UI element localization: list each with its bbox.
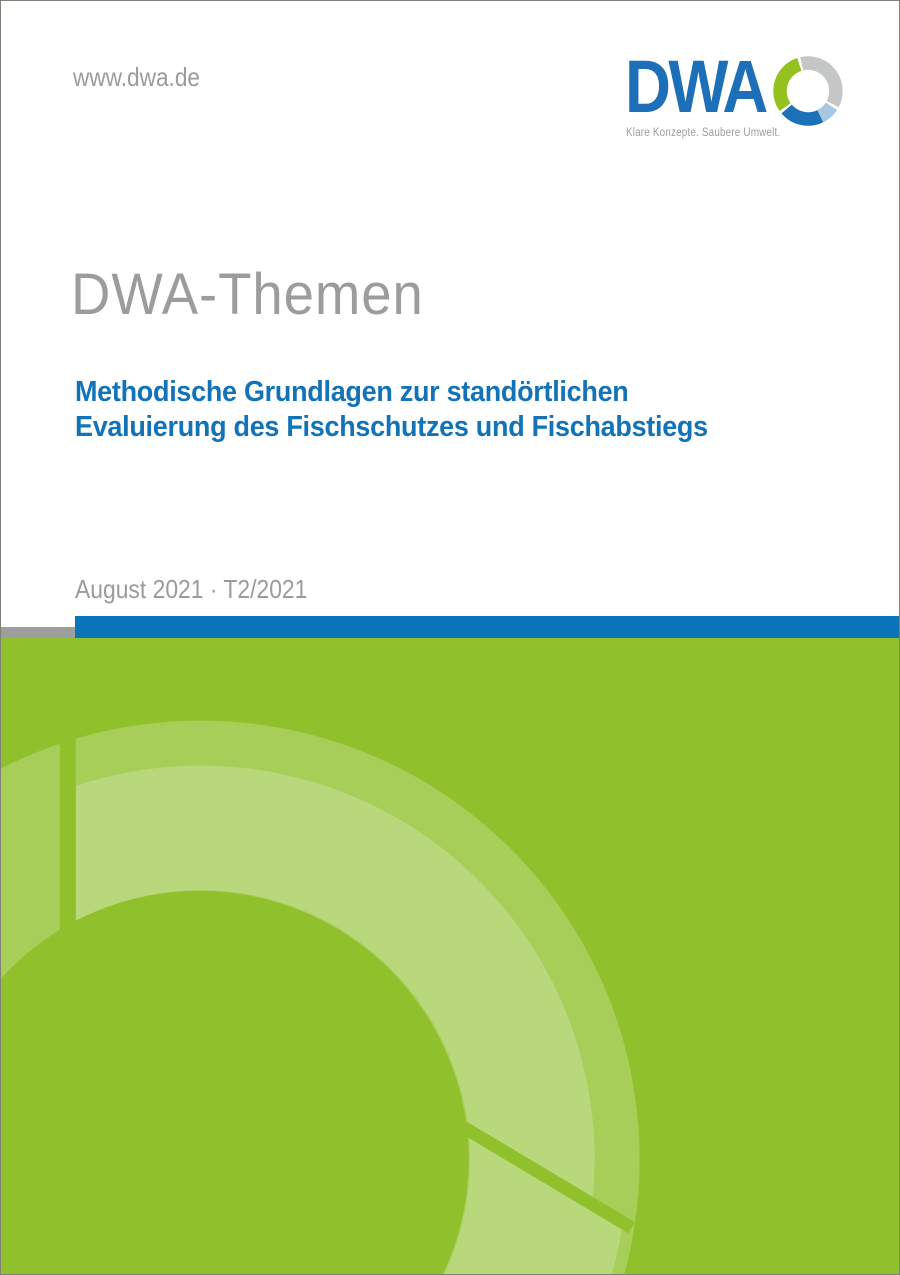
dwa-logo-wordmark: DWA [625, 45, 766, 128]
publication-title [75, 375, 708, 445]
publication-title-line2: Evaluierung des Fischschutzes und Fischabstiegs [75, 411, 708, 443]
dwa-ring-watermark-icon [1, 638, 899, 1274]
cover-green-panel [1, 638, 899, 1274]
publication-title-line1: Methodische Grundlagen zur standörtlichen [75, 376, 629, 408]
blue-accent-bar [75, 616, 899, 638]
issue-date: August 2021 · T2/2021 [75, 574, 308, 604]
dwa-logo-ring-icon [770, 53, 846, 129]
logo-tagline: Klare Konzepte. Saubere Umwelt. [626, 127, 781, 139]
gray-accent-stub [1, 627, 75, 638]
website-url: www.dwa.de [73, 62, 200, 92]
series-title: DWA-Themen [71, 262, 424, 327]
